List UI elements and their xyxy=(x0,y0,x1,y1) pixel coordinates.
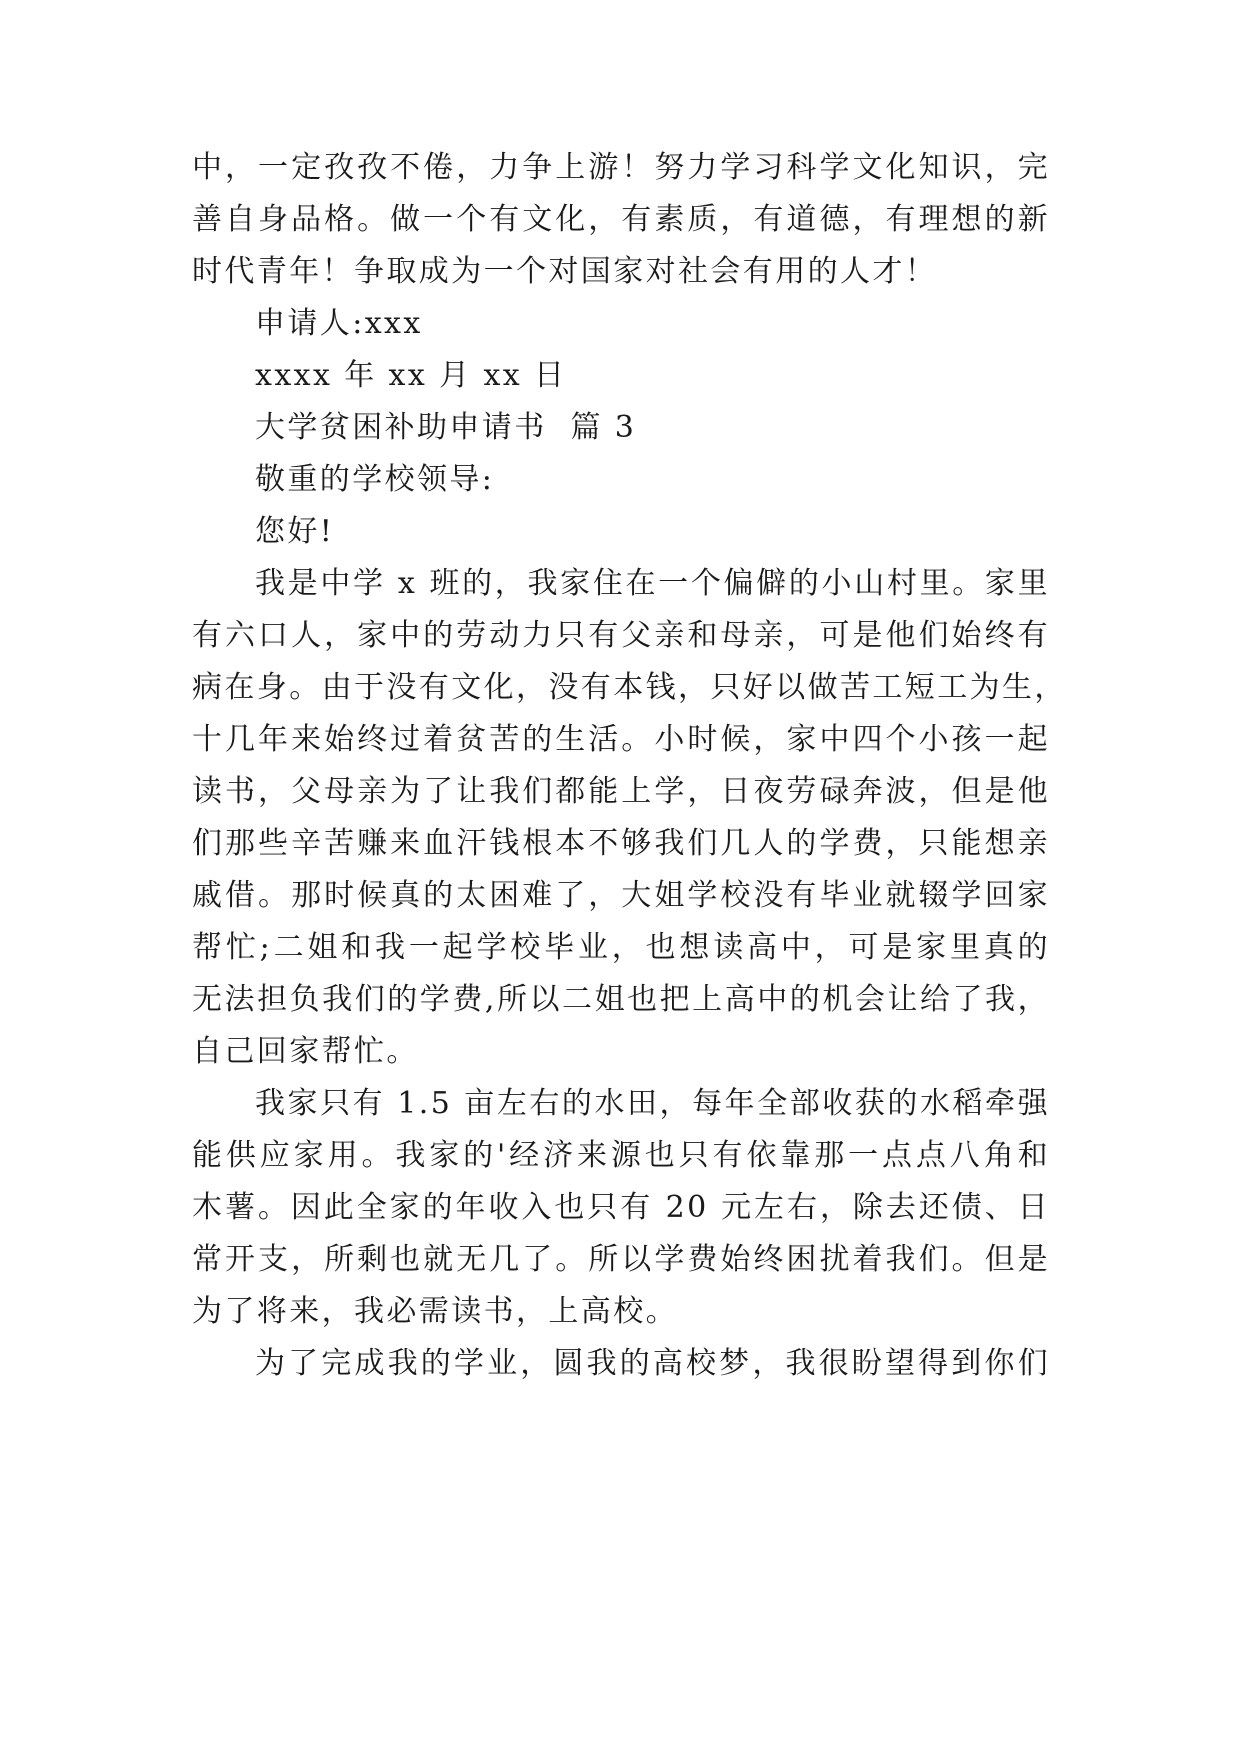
text-line: 善自身品格。做一个有文化，有素质，有道德，有理想的新 xyxy=(192,202,1050,237)
text-line: 读书，父母亲为了让我们都能上学，日夜劳碌奔波，但是他 xyxy=(192,774,1050,809)
text-line: 为了将来，我必需读书，上高校。 xyxy=(192,1294,678,1329)
applicant-line: 申请人:xxx xyxy=(255,306,423,341)
text-line: 时代青年！争取成为一个对国家对社会有用的人才！ xyxy=(192,254,938,289)
greeting: 您好! xyxy=(255,514,335,549)
text-line: 能供应家用。我家的'经济来源也只有依靠那一点点八角和 xyxy=(192,1138,1050,1173)
text-line: 病在身。由于没有文化，没有本钱，只好以做苦工短工为生， xyxy=(192,670,1067,705)
text-line: 自己回家帮忙。 xyxy=(192,1034,419,1069)
text-line: 无法担负我们的学费,所以二姐也把上高中的机会让给了我， xyxy=(192,982,1050,1017)
text-line: 木薯。因此全家的年收入也只有 20 元左右，除去还债、日 xyxy=(192,1190,1050,1225)
date-line: xxxx 年 xx 月 xx 日 xyxy=(255,358,567,393)
text-line: 戚借。那时候真的太困难了，大姐学校没有毕业就辍学回家 xyxy=(192,878,1050,913)
text-line: 为了完成我的学业，圆我的高校梦，我很盼望得到你们 xyxy=(255,1346,1050,1381)
text-line: 常开支，所剩也就无几了。所以学费始终困扰着我们。但是 xyxy=(192,1242,1050,1277)
text-line: 帮忙;二姐和我一起学校毕业，也想读高中，可是家里真的 xyxy=(192,930,1050,965)
section-title: 大学贫困补助申请书 篇 3 xyxy=(255,410,637,445)
salutation: 敬重的学校领导: xyxy=(255,462,495,497)
text-line: 有六口人，家中的劳动力只有父亲和母亲，可是他们始终有 xyxy=(192,618,1050,653)
text-line: 们那些辛苦赚来血汗钱根本不够我们几人的学费，只能想亲 xyxy=(192,826,1050,861)
text-line: 中，一定孜孜不倦，力争上游！努力学习科学文化知识，完 xyxy=(192,150,1050,185)
text-line: 十几年来始终过着贫苦的生活。小时候，家中四个小孩一起 xyxy=(192,722,1050,757)
text-line: 我家只有 1.5 亩左右的水田，每年全部收获的水稻牵强 xyxy=(255,1086,1050,1121)
text-line: 我是中学 x 班的，我家住在一个偏僻的小山村里。家里 xyxy=(255,566,1050,601)
